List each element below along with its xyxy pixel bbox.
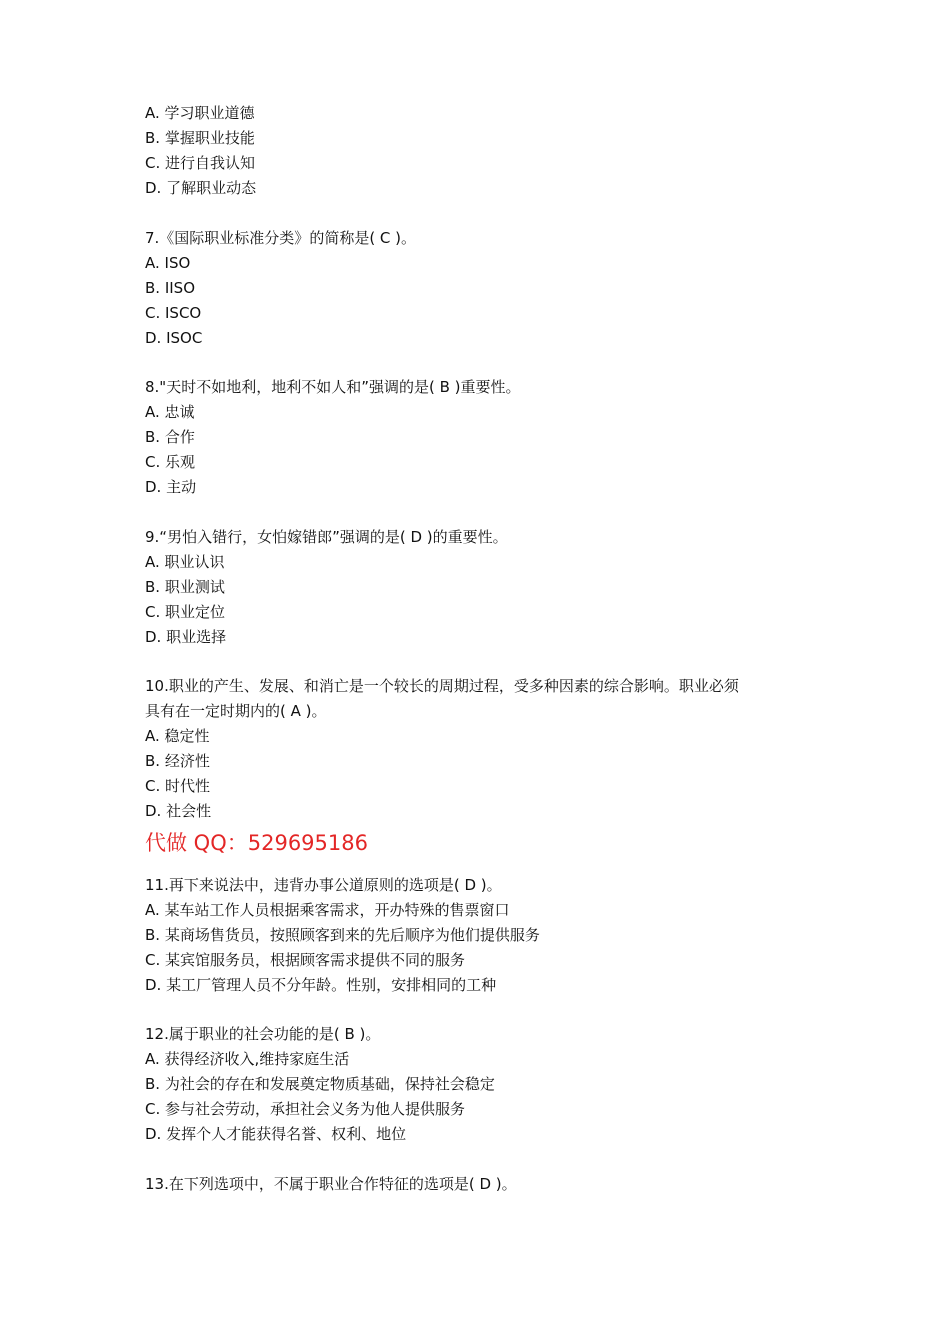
- question-stem: 7.《国际职业标准分类》的简称是( C )。: [145, 229, 417, 247]
- option-line: B. 掌握职业技能: [145, 129, 255, 147]
- option-line: A. 职业认识: [145, 553, 225, 571]
- question-stem-continued: 具有在一定时期内的( A )。: [145, 702, 327, 720]
- option-line: A. 忠诚: [145, 403, 195, 421]
- question-stem: 9.“男怕入错行，女怕嫁错郎”强调的是( D )的重要性。: [145, 528, 508, 546]
- option-line: C. 进行自我认知: [145, 154, 256, 172]
- option-line: D. 某工厂管理人员不分年龄。性别，安排相同的工种: [145, 976, 497, 994]
- option-line: A. 稳定性: [145, 727, 210, 745]
- question-stem: 11.再下来说法中，违背办事公道原则的选项是( D )。: [145, 876, 502, 894]
- question-stem: 10.职业的产生、发展、和消亡是一个较长的周期过程，受多种因素的综合影响。职业必须: [145, 677, 739, 695]
- option-line: A. 学习职业道德: [145, 104, 255, 122]
- ad-contact-text: 代做 QQ：529695186: [145, 831, 368, 855]
- option-line: A. ISO: [145, 254, 191, 272]
- option-line: C. 职业定位: [145, 603, 226, 621]
- option-line: B. 某商场售货员，按照顾客到来的先后顺序为他们提供服务: [145, 926, 540, 944]
- option-line: D. 主动: [145, 478, 197, 496]
- option-line: B. 合作: [145, 428, 195, 446]
- option-line: B. IISO: [145, 279, 196, 297]
- option-line: B. 职业测试: [145, 578, 225, 596]
- question-stem: 12.属于职业的社会功能的是( B )。: [145, 1025, 381, 1043]
- option-line: C. ISCO: [145, 304, 202, 322]
- option-line: A. 获得经济收入,维持家庭生活: [145, 1050, 350, 1068]
- question-stem: 13.在下列选项中，不属于职业合作特征的选项是( D )。: [145, 1175, 517, 1193]
- option-line: D. 职业选择: [145, 628, 227, 646]
- option-line: B. 经济性: [145, 752, 210, 770]
- question-stem: 8."天时不如地利，地利不如人和”强调的是( B )重要性。: [145, 378, 521, 396]
- option-line: D. 发挥个人才能获得名誉、权利、地位: [145, 1125, 407, 1143]
- option-line: C. 乐观: [145, 453, 196, 471]
- option-line: A. 某车站工作人员根据乘客需求，开办特殊的售票窗口: [145, 901, 510, 919]
- option-line: C. 参与社会劳动，承担社会义务为他人提供服务: [145, 1100, 466, 1118]
- option-line: C. 时代性: [145, 777, 211, 795]
- option-line: C. 某宾馆服务员，根据顾客需求提供不同的服务: [145, 951, 466, 969]
- option-line: D. ISOC: [145, 329, 203, 347]
- option-line: D. 社会性: [145, 802, 212, 820]
- option-line: B. 为社会的存在和发展奠定物质基础，保持社会稳定: [145, 1075, 495, 1093]
- option-line: D. 了解职业动态: [145, 179, 257, 197]
